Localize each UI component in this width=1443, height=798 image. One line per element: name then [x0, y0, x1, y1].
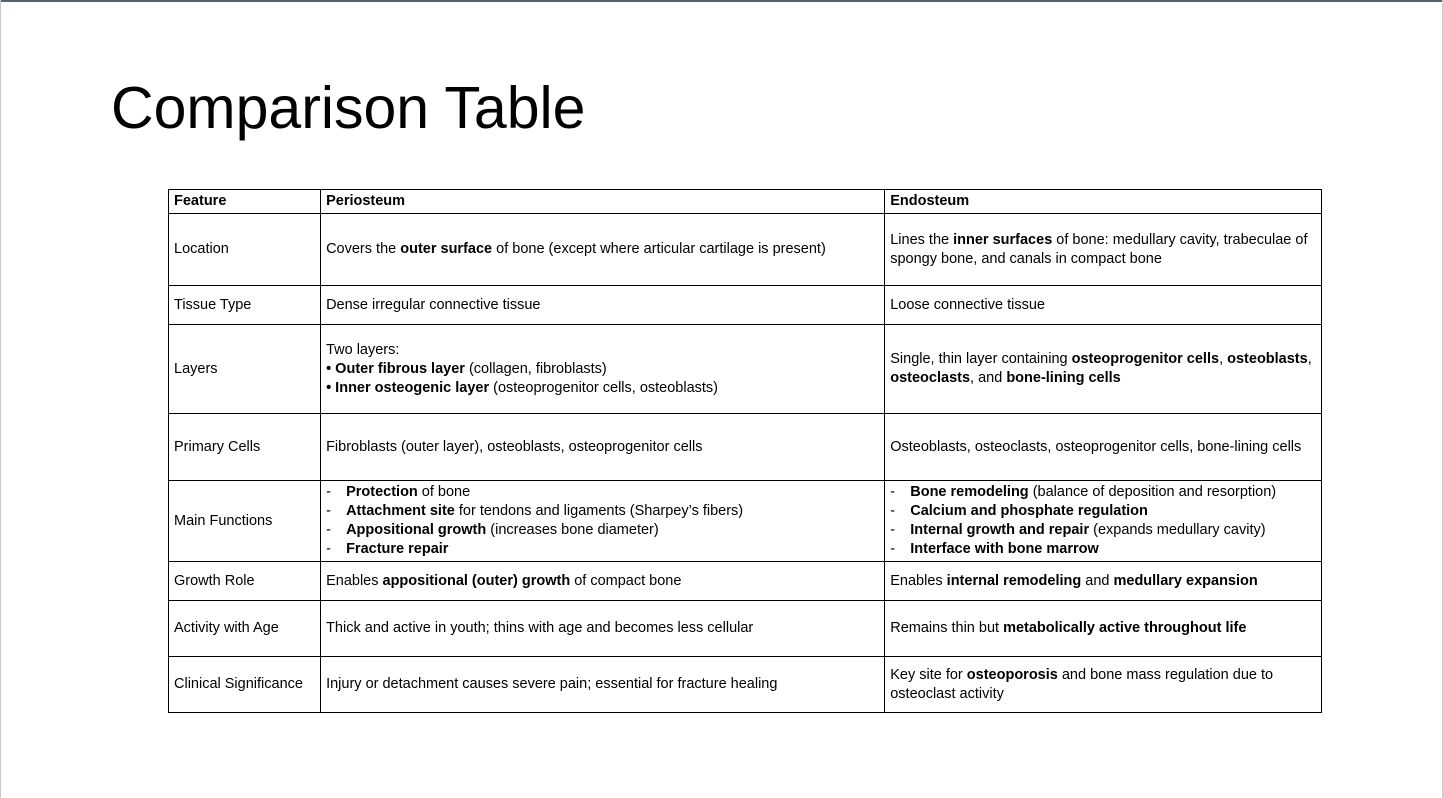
- list-item: - Calcium and phosphate regulation: [890, 502, 1316, 521]
- header-endosteum: Endosteum: [885, 190, 1322, 214]
- endosteum-cell: Lines the inner surfaces of bone: medullary cavity, trabeculae of spongy bone, and canals in compact bone: [885, 214, 1322, 286]
- endosteum-cell: Key site for osteoporosis and bone mass regulation due to osteoclast activity: [885, 657, 1322, 713]
- list-item: - Protection of bone: [326, 483, 879, 502]
- periosteum-cell: Two layers: • Outer fibrous layer (collagen, fibroblasts) • Inner osteogenic layer (osteoprogenitor cells, osteoblasts): [321, 325, 885, 414]
- periosteum-function-list: [326, 483, 879, 559]
- periosteum-cell: Thick and active in youth; thins with age and becomes less cellular: [321, 601, 885, 657]
- endosteum-cell: Osteoblasts, osteoclasts, osteoprogenitor cells, bone-lining cells: [885, 414, 1322, 481]
- feature-cell: Primary Cells: [169, 414, 321, 481]
- table-row: [169, 414, 1322, 481]
- table-row: [169, 657, 1322, 713]
- feature-cell: Layers: [169, 325, 321, 414]
- periosteum-cell: Covers the outer surface of bone (except where articular cartilage is present): [321, 214, 885, 286]
- feature-cell: Location: [169, 214, 321, 286]
- window-top-border: [0, 0, 1443, 2]
- table-row: [169, 481, 1322, 562]
- periosteum-cell: Fibroblasts (outer layer), osteoblasts, osteoprogenitor cells: [321, 414, 885, 481]
- list-item: - Attachment site for tendons and ligaments (Sharpey’s fibers): [326, 502, 879, 521]
- feature-cell: Main Functions: [169, 481, 321, 562]
- periosteum-cell: Injury or detachment causes severe pain; essential for fracture healing: [321, 657, 885, 713]
- table-header-row: [169, 190, 1322, 214]
- list-item: - Fracture repair: [326, 540, 879, 559]
- feature-cell: Activity with Age: [169, 601, 321, 657]
- table-row: [169, 325, 1322, 414]
- endosteum-cell: Single, thin layer containing osteoprogenitor cells, osteoblasts, osteoclasts, and bone-lining cells: [885, 325, 1322, 414]
- periosteum-cell: Dense irregular connective tissue: [321, 286, 885, 325]
- endosteum-cell: Enables internal remodeling and medullary expansion: [885, 562, 1322, 601]
- list-item: - Appositional growth (increases bone diameter): [326, 521, 879, 540]
- endosteum-cell: Remains thin but metabolically active throughout life: [885, 601, 1322, 657]
- table-row: [169, 286, 1322, 325]
- slide-title: Comparison Table: [111, 75, 586, 141]
- header-feature: Feature: [169, 190, 321, 214]
- periosteum-cell: [321, 481, 885, 562]
- slide-left-edge: [0, 0, 1, 798]
- endosteum-cell: [885, 481, 1322, 562]
- feature-cell: Growth Role: [169, 562, 321, 601]
- periosteum-cell: Enables appositional (outer) growth of compact bone: [321, 562, 885, 601]
- endosteum-function-list: [890, 483, 1316, 559]
- header-periosteum: Periosteum: [321, 190, 885, 214]
- list-item: - Bone remodeling (balance of deposition and resorption): [890, 483, 1316, 502]
- feature-cell: Tissue Type: [169, 286, 321, 325]
- feature-cell: Clinical Significance: [169, 657, 321, 713]
- endosteum-cell: Loose connective tissue: [885, 286, 1322, 325]
- table-row: [169, 601, 1322, 657]
- list-item: - Interface with bone marrow: [890, 540, 1316, 559]
- comparison-table: [168, 189, 1322, 713]
- table-row: [169, 214, 1322, 286]
- list-item: - Internal growth and repair (expands medullary cavity): [890, 521, 1316, 540]
- table-row: [169, 562, 1322, 601]
